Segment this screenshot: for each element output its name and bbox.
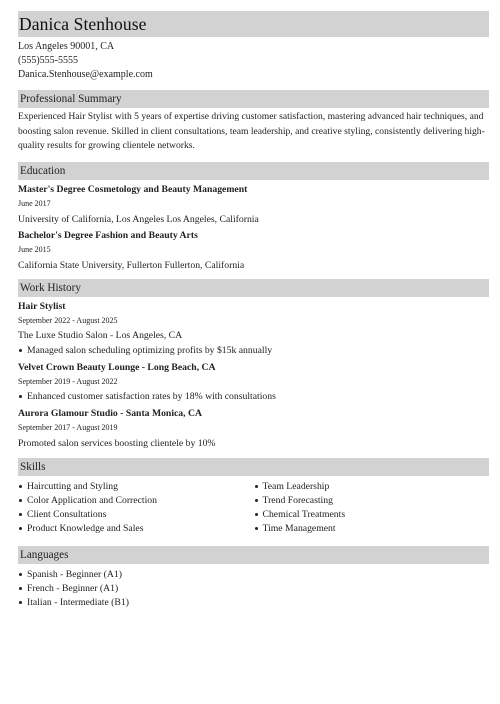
job-title: Aurora Glamour Studio - Santa Monica, CA (18, 407, 202, 419)
language-item: Spanish - Beginner (A1) (18, 568, 489, 582)
skills-column-right (254, 480, 490, 536)
section-title: Work History (20, 281, 81, 294)
work-entry (18, 407, 489, 451)
language-item: French - Beginner (A1) (18, 582, 489, 596)
section-header-work (18, 279, 489, 297)
job-date: September 2019 - August 2022 (18, 376, 118, 386)
contact-email: Danica.Stenhouse@example.com (18, 69, 153, 80)
contact-block (18, 40, 489, 82)
degree-date: June 2015 (18, 244, 51, 254)
job-bullets (18, 390, 489, 404)
summary-text: Experienced Hair Stylist with 5 years of expertise driving customer satisfaction, mastering advanced hair techniques, and boosting salon revenue. Skilled in client consultations, team leadership, and creative styling, consistently delivering high-quality results for growing clientele networks. (18, 111, 485, 152)
job-bullets (18, 344, 489, 358)
contact-address: Los Angeles 90001, CA (18, 41, 115, 52)
school-name: University of California, Los Angeles Los Angeles, California (18, 213, 259, 225)
degree-title: Bachelor's Degree Fashion and Beauty Arts (18, 229, 198, 241)
skill-item: Product Knowledge and Sales (18, 522, 254, 536)
candidate-name: Danica Stenhouse (19, 13, 147, 34)
job-title: Hair Stylist (18, 300, 66, 312)
education-entry (18, 229, 489, 273)
job-date: September 2017 - August 2019 (18, 422, 118, 432)
section-title: Skills (20, 460, 46, 473)
job-bullet: Managed salon scheduling optimizing profits by $15k annually (18, 344, 489, 358)
degree-title: Master's Degree Cosmetology and Beauty Management (18, 183, 248, 195)
skill-item: Trend Forecasting (254, 494, 490, 508)
company-name: The Luxe Studio Salon - Los Angeles, CA (18, 329, 183, 341)
section-title: Professional Summary (20, 93, 122, 105)
school-name: California State University, Fullerton Fullerton, California (18, 259, 245, 271)
skills-column-left (18, 480, 254, 536)
section-title: Education (20, 164, 66, 177)
section-header-languages (18, 546, 489, 564)
skill-item: Team Leadership (254, 480, 490, 494)
name-header (18, 11, 489, 37)
education-entry (18, 183, 489, 227)
section-header-education (18, 162, 489, 180)
skill-item: Color Application and Correction (18, 494, 254, 508)
job-bullet: Enhanced customer satisfaction rates by 18% with consultations (18, 390, 489, 404)
section-header-skills (18, 458, 489, 476)
skill-item: Haircutting and Styling (18, 480, 254, 494)
section-header-summary (18, 90, 489, 108)
section-title: Languages (20, 548, 69, 561)
skills-grid (18, 480, 489, 536)
job-description: Promoted salon services boosting clientele by 10% (18, 437, 216, 449)
contact-phone: (555)555-5555 (18, 55, 78, 66)
skill-item: Time Management (254, 522, 490, 536)
work-list (18, 300, 489, 451)
work-entry (18, 361, 489, 404)
language-item: Italian - Intermediate (B1) (18, 596, 489, 610)
job-date: September 2022 - August 2025 (18, 315, 118, 325)
skill-item: Chemical Treatments (254, 508, 490, 522)
skill-item: Client Consultations (18, 508, 254, 522)
languages-list (18, 568, 489, 610)
degree-date: June 2017 (18, 198, 51, 208)
work-entry (18, 300, 489, 358)
education-list (18, 183, 489, 273)
job-title: Velvet Crown Beauty Lounge - Long Beach, CA (18, 361, 216, 373)
